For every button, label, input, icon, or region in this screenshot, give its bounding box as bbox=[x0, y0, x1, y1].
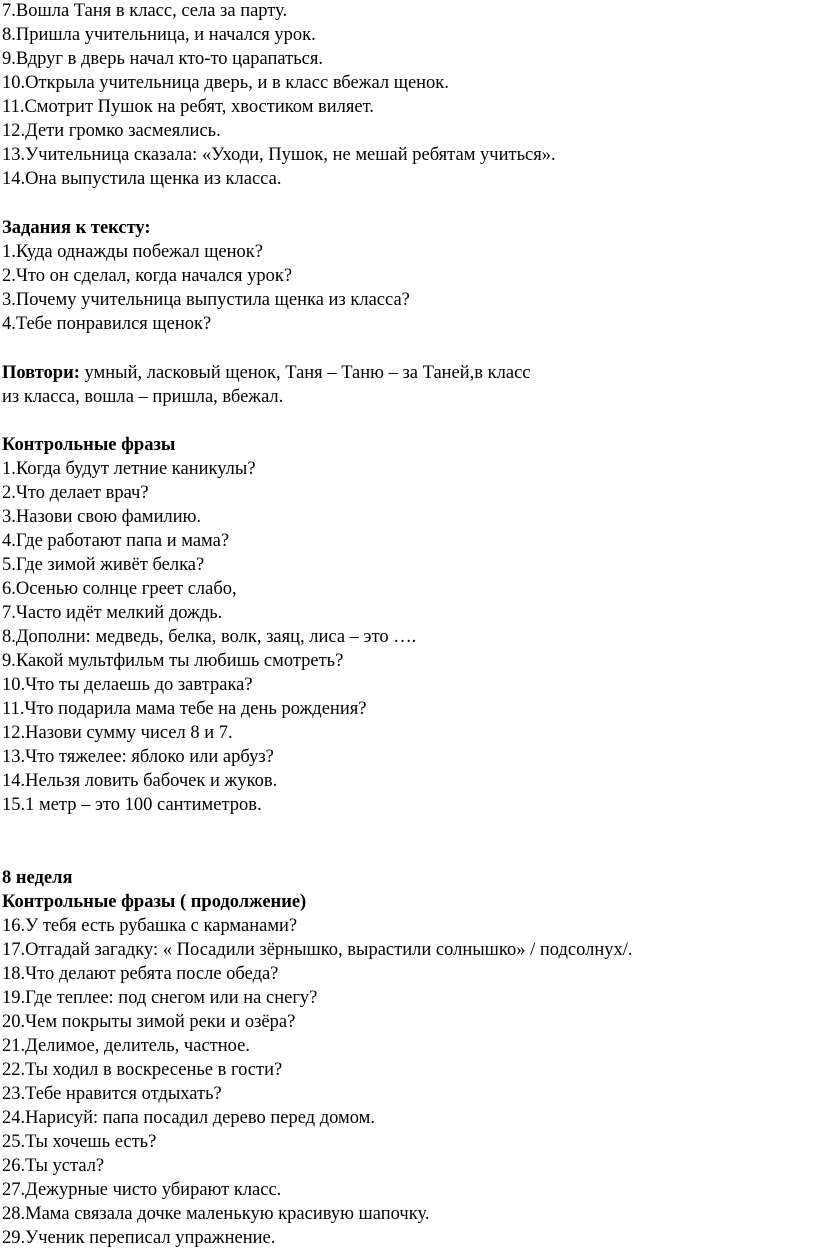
week-item: 29.Ученик переписал упражнение. bbox=[2, 1228, 276, 1248]
repeat-text: умный, ласковый щенок, Таня – Таню – за Таней,в класс bbox=[79, 363, 531, 383]
control-item: 4.Где работают папа и мама? bbox=[2, 531, 230, 551]
control-item: 8.Дополни: медведь, белка, волк, заяц, лиса – это …. bbox=[2, 627, 417, 647]
week-item: 20.Чем покрыты зимой реки и озёра? bbox=[2, 1012, 296, 1032]
task-item: 3.Почему учительница выпустила щенка из класса? bbox=[2, 290, 410, 310]
task-item: 4.Тебе понравился щенок? bbox=[2, 314, 212, 334]
story-line: 9.Вдруг в дверь начал кто-то царапаться. bbox=[2, 49, 324, 69]
week-item: 23.Тебе нравится отдыхать? bbox=[2, 1084, 222, 1104]
tasks-heading: Задания к тексту: bbox=[2, 218, 151, 238]
control-item: 1.Когда будут летние каникулы? bbox=[2, 459, 256, 479]
control-item: 15.1 метр – это 100 сантиметров. bbox=[2, 795, 262, 815]
week-item: 22.Ты ходил в воскресенье в гости? bbox=[2, 1060, 283, 1080]
story-line: 13.Учительница сказала: «Уходи, Пушок, не мешай ребятам учиться». bbox=[2, 145, 556, 165]
control-item: 13.Что тяжелее: яблоко или арбуз? bbox=[2, 747, 274, 767]
week-item: 26.Ты устал? bbox=[2, 1156, 105, 1176]
story-line: 8.Пришла учительница, и начался урок. bbox=[2, 25, 316, 45]
repeat-label: Повтори: bbox=[2, 363, 80, 383]
control-item: 9.Какой мультфильм ты любишь смотреть? bbox=[2, 651, 344, 671]
week-item: 28.Мама связала дочке маленькую красивую шапочку. bbox=[2, 1204, 430, 1224]
week-item: 25.Ты хочешь есть? bbox=[2, 1132, 157, 1152]
task-item: 1.Куда однажды побежал щенок? bbox=[2, 242, 263, 262]
control-item: 5.Где зимой живёт белка? bbox=[2, 555, 205, 575]
story-line: 12.Дети громко засмеялись. bbox=[2, 121, 221, 141]
control-item: 12.Назови сумму чисел 8 и 7. bbox=[2, 723, 233, 743]
repeat-line-2: из класса, вошла – пришла, вбежал. bbox=[2, 387, 284, 407]
week-subheading: Контрольные фразы ( продолжение) bbox=[2, 892, 307, 912]
story-line: 7.Вошла Таня в класс, села за парту. bbox=[2, 1, 288, 21]
week-item: 16.У тебя есть рубашка с карманами? bbox=[2, 916, 298, 936]
week-item: 17.Отгадай загадку: « Посадили зёрнышко, вырастили солнышко» / подсолнух/. bbox=[2, 940, 633, 960]
control-item: 6.Осенью солнце греет слабо, bbox=[2, 579, 237, 599]
control-item: 11.Что подарила мама тебе на день рождения? bbox=[2, 699, 367, 719]
week-item: 27.Дежурные чисто убирают класс. bbox=[2, 1180, 282, 1200]
task-item: 2.Что он сделал, когда начался урок? bbox=[2, 266, 293, 286]
story-line: 11.Смотрит Пушок на ребят, хвостиком виляет. bbox=[2, 97, 374, 117]
control-item: 3.Назови свою фамилию. bbox=[2, 507, 202, 527]
story-line: 14.Она выпустила щенка из класса. bbox=[2, 169, 282, 189]
control-item: 14.Нельзя ловить бабочек и жуков. bbox=[2, 771, 278, 791]
week-item: 24.Нарисуй: папа посадил дерево перед домом. bbox=[2, 1108, 375, 1128]
control-item: 10.Что ты делаешь до завтрака? bbox=[2, 675, 253, 695]
control-item: 2.Что делает врач? bbox=[2, 483, 149, 503]
week-item: 19.Где теплее: под снегом или на снегу? bbox=[2, 988, 318, 1008]
control-heading: Контрольные фразы bbox=[2, 435, 176, 455]
repeat-line bbox=[2, 361, 531, 385]
week-heading: 8 неделя bbox=[2, 868, 73, 888]
week-item: 18.Что делают ребята после обеда? bbox=[2, 964, 279, 984]
story-line: 10.Открыла учительница дверь, и в класс вбежал щенок. bbox=[2, 73, 449, 93]
control-item: 7.Часто идёт мелкий дождь. bbox=[2, 603, 223, 623]
week-item: 21.Делимое, делитель, частное. bbox=[2, 1036, 250, 1056]
